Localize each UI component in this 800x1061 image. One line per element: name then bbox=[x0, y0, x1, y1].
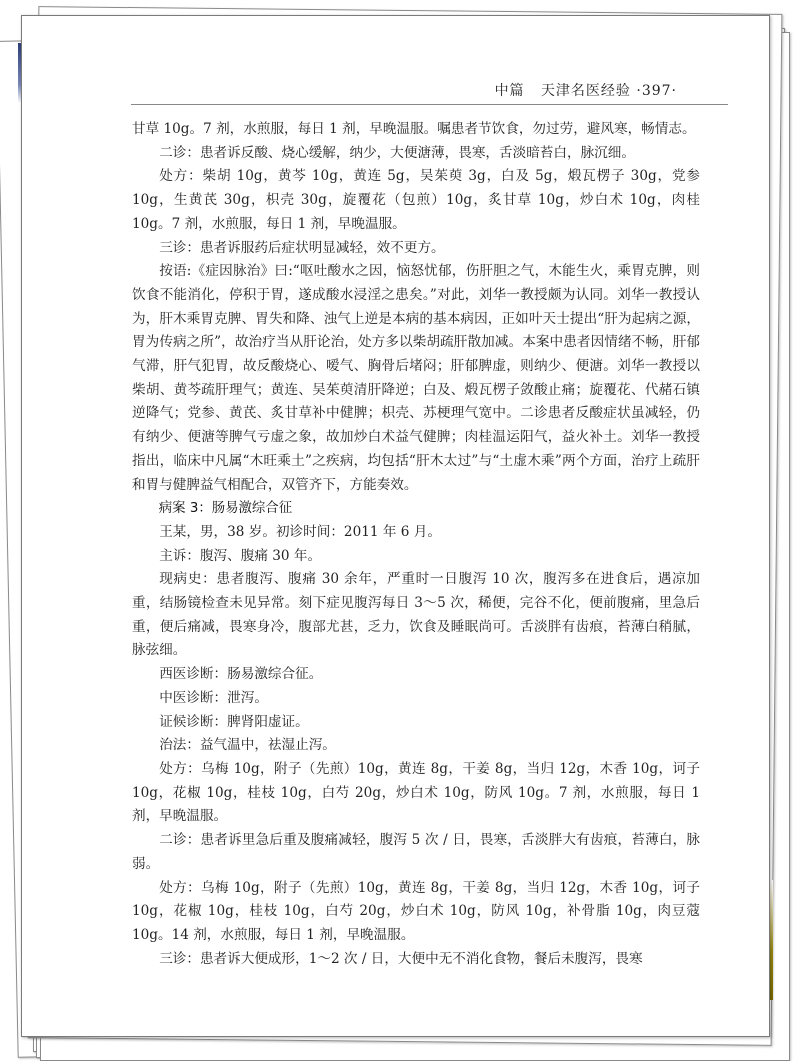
header-rule bbox=[131, 104, 728, 105]
syndrome-diagnosis: 证候诊断：脾肾阳虚证。 bbox=[159, 713, 309, 730]
patient-info: 王某，男，38 岁。初诊时间：2011 年 6 月。 bbox=[159, 523, 441, 540]
chief-complaint: 主诉：腹泻、腹痛 30 年。 bbox=[159, 547, 322, 564]
section-label: 中篇 bbox=[494, 83, 525, 99]
present-illness: 现病史：患者腹泻、腹痛 30 余年，严重时一日腹泻 10 次，腹泻多在进食后，遇凉加重，结肠镜检查未见异常。刻下症见腹泻每日 3～5 次，稀便，完谷不化，便前腹痛，里急后重，便后痛减，畏寒身冷，腹部尤甚，乏力，饮食及睡眠尚可。舌淡胖有齿痕，苔薄白稍腻，脉弦细。 bbox=[132, 571, 700, 659]
tcm-diagnosis: 中医诊断：泄泻。 bbox=[159, 689, 268, 706]
commentary-paragraph: 按语:《症因脉治》曰:“呕吐酸水之因，恼怒忧郁，伤肝胆之气，木能生火，乘胃克脾，则饮食不能消化，停积于胃，遂成酸水浸淫之患矣。”对此，刘华一教授颇为认同。刘华一教授认为，肝木乘胃克脾、胃失和降、浊气上逆是本病的基本病因，正如叶天士提出“肝为起病之源，胃为传病之所”，故治疗当从肝论治，处方多以柴胡疏肝散加减。本案中患者因情绪不畅，肝郁气滞，肝气犯胃，故反酸烧心、嗳气、胸骨后堵闷；肝郁脾虚，则纳少、便溏。刘华一教授以柴胡、黄芩疏肝理气；黄连、吴茱萸清肝降逆；白及、煅瓦楞子敛酸止痛；旋覆花、代赭石镇逆降气；党参、黄芪、炙甘草补中健脾；枳壳、苏梗理气宽中。二诊患者反酸症状虽减轻，仍有纳少、便溏等脾气亏虚之象，故加炒白术益气健脾；肉桂温运阳气，益火补土。刘华一教授指出，临床中凡属“木旺乘土”之疾病，均包括“肝木太过”与“土虚木乘”两个方面，治疗上疏肝和胃与健脾益气相配合，双管齐下，方能奏效。 bbox=[132, 263, 700, 493]
second-visit: 二诊：患者诉里急后重及腹痛减轻，腹泻 5 次 / 日，畏寒，舌淡胖大有齿痕，苔薄白，脉弱。 bbox=[132, 832, 700, 872]
paragraph: 三诊：患者诉服药后症状明显减轻，效不更方。 bbox=[159, 239, 445, 256]
book-part-label: 天津名医经验 bbox=[540, 83, 631, 99]
paragraph: 处方：柴胡 10g，黄芩 10g，黄连 5g，吴茱萸 3g，白及 5g，煅瓦楞子 30g，党参 10g，生黄芪 30g，枳壳 30g，旋覆花（包煎）10g，炙甘草 10g，炒白术 10g，肉桂 10g。7 剂，水煎服，每日 1 剂，早晚温服。 bbox=[132, 168, 700, 232]
treatment-method: 治法：益气温中，祛湿止泻。 bbox=[159, 737, 336, 754]
page-number: ·397· bbox=[636, 83, 677, 99]
running-head-title bbox=[495, 80, 677, 100]
western-diagnosis: 西医诊断：肠易激综合征。 bbox=[159, 666, 323, 683]
case-heading: 病案 3：肠易激综合征 bbox=[158, 501, 293, 517]
paragraph: 二诊：患者诉反酸、烧心缓解，纳少，大便溏薄，畏寒，舌淡暗苔白，脉沉细。 bbox=[159, 144, 635, 161]
third-visit: 三诊：患者诉大便成形，1～2 次 / 日，大便中无不消化食物，餐后未腹泻，畏寒 bbox=[159, 950, 643, 967]
page-body bbox=[132, 118, 700, 971]
prescription: 处方：乌梅 10g，附子（先煎）10g，黄连 8g，干姜 8g，当归 12g，木香 10g，诃子 10g，花椒 10g，桂枝 10g，白芍 20g，炒白术 10g，防风 10g，补骨脂 10g，肉豆蔻 10g。14 剂，水煎服，每日 1 剂，早晚温服。 bbox=[132, 879, 700, 943]
paragraph: 甘草 10g。7 剂，水煎服，每日 1 剂，早晚温服。嘱患者节饮食，勿过劳，避风寒，畅情志。 bbox=[132, 121, 696, 137]
running-head bbox=[22, 78, 769, 98]
book-page bbox=[21, 15, 770, 1037]
prescription: 处方：乌梅 10g，附子（先煎）10g，黄连 8g，干姜 8g，当归 12g，木香 10g，诃子 10g，花椒 10g，桂枝 10g，白芍 20g，炒白术 10g，防风 10g。7 剂，水煎服，每日 1 剂，早晚温服。 bbox=[132, 760, 700, 825]
